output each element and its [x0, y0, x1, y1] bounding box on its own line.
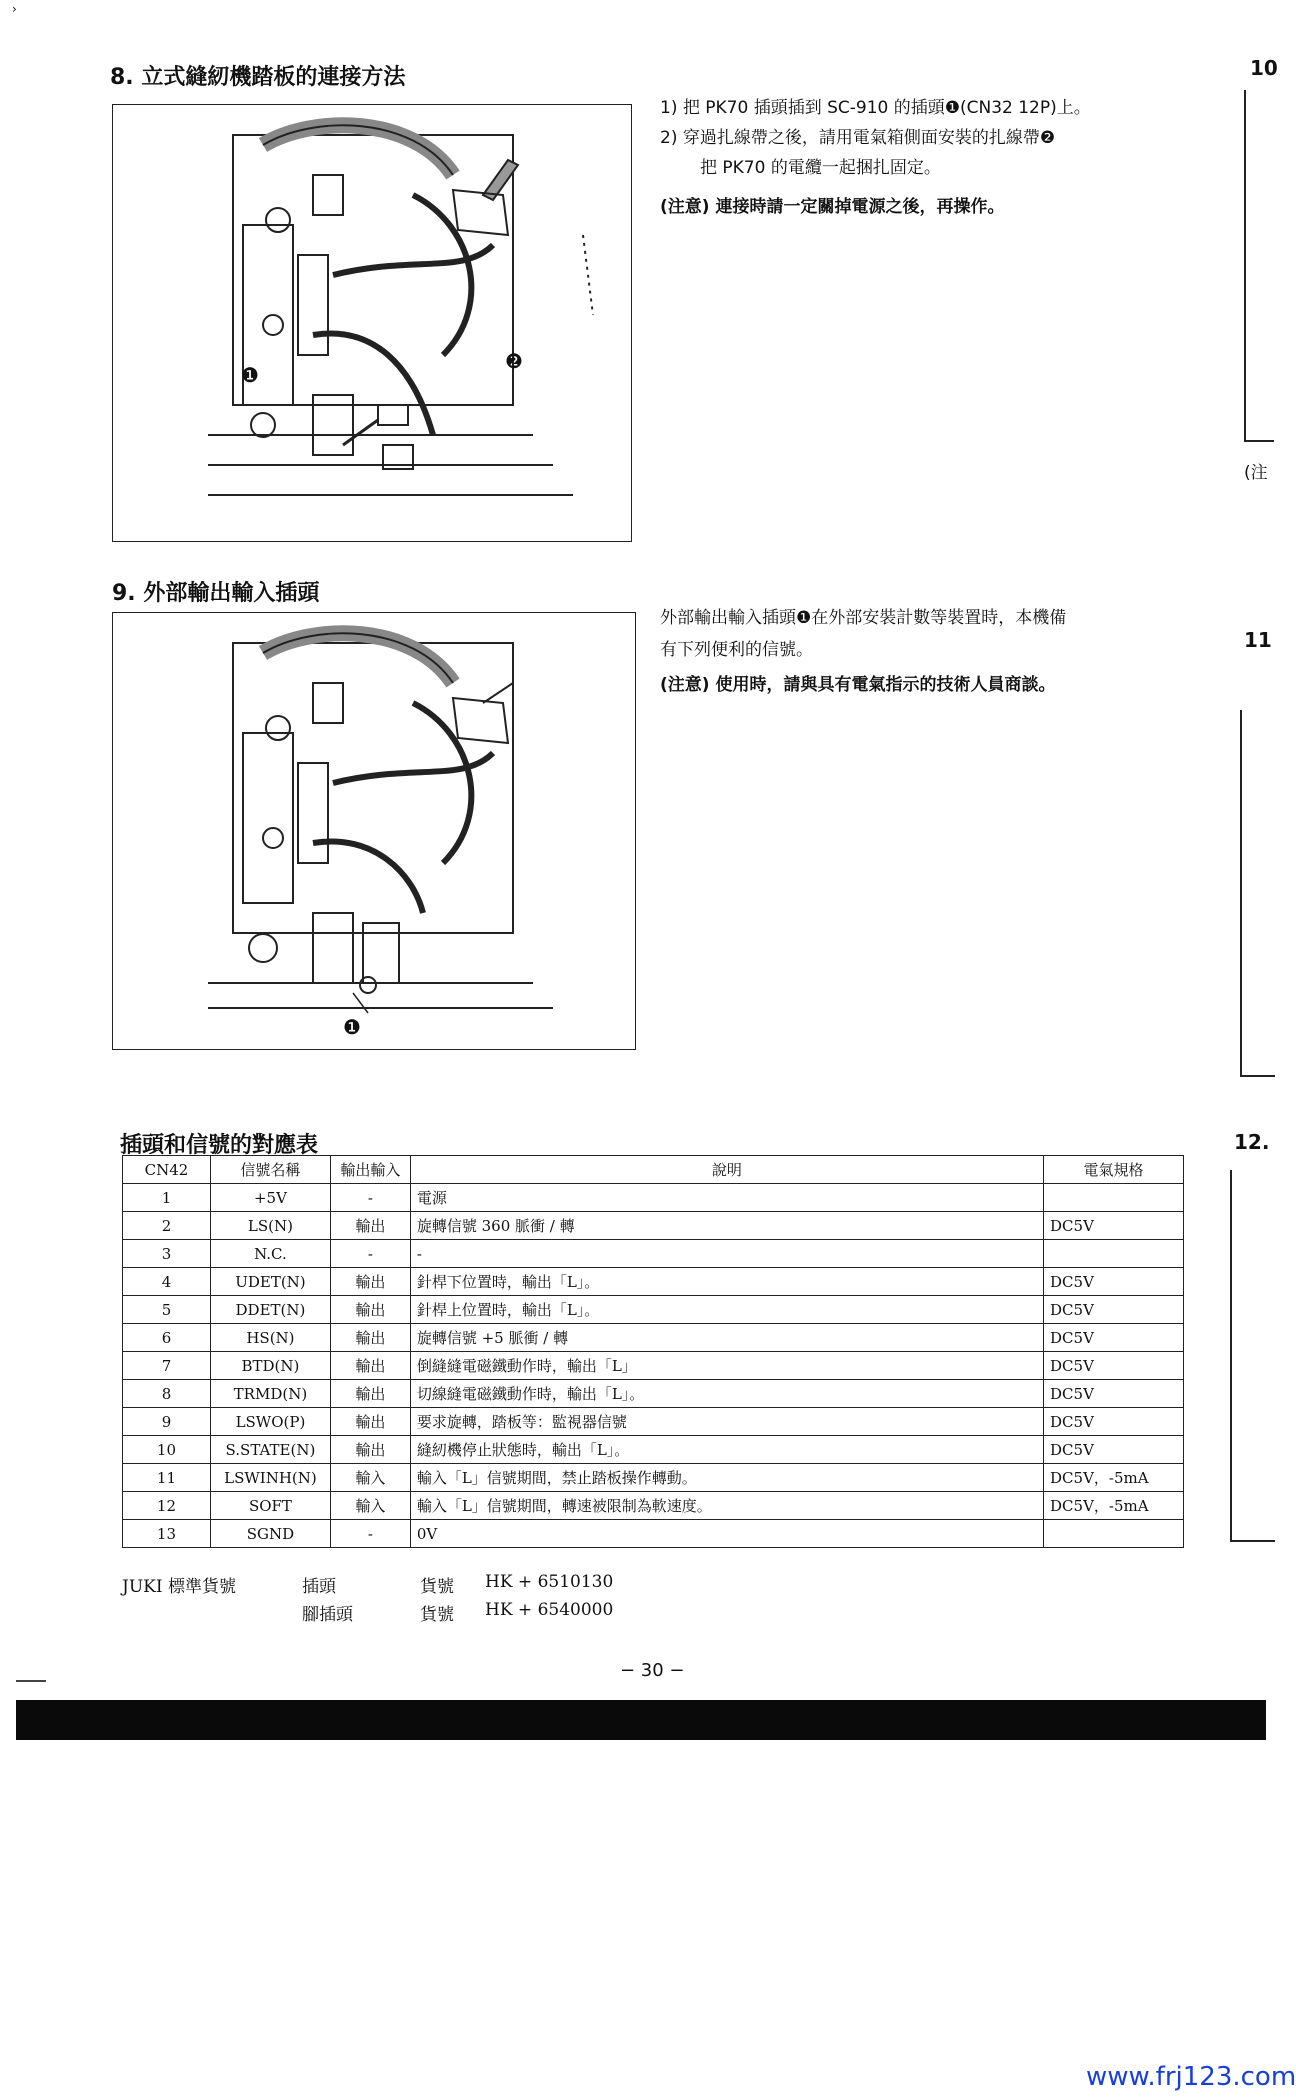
section-8-step-1: 1) 把 PK70 插頭插到 SC-910 的插頭❶(CN32 12P)上。 — [660, 98, 1091, 118]
cell-signal-name: S.STATE(N) — [210, 1436, 330, 1464]
header-electrical-spec: 電氣規格 — [1044, 1156, 1184, 1184]
cell-io: 輸入 — [330, 1464, 410, 1492]
right-fragment-line-1 — [1244, 90, 1246, 440]
header-signal-name: 信號名稱 — [210, 1156, 330, 1184]
cell-cn42: 2 — [123, 1212, 211, 1240]
cell-description: 針桿下位置時，輸出「L」。 — [410, 1268, 1043, 1296]
cell-electrical-spec: DC5V — [1044, 1408, 1184, 1436]
cell-signal-name: DDET(N) — [210, 1296, 330, 1324]
cell-signal-name: LSWO(P) — [210, 1408, 330, 1436]
callout-1: ❶ — [343, 1015, 361, 1039]
table-row — [123, 1324, 1184, 1352]
cell-cn42: 13 — [123, 1520, 211, 1548]
table-row — [123, 1408, 1184, 1436]
cell-cn42: 4 — [123, 1268, 211, 1296]
cell-electrical-spec: DC5V，-5mA — [1044, 1492, 1184, 1520]
cell-electrical-spec — [1044, 1240, 1184, 1268]
cell-io: - — [330, 1240, 410, 1268]
cell-io: 輸入 — [330, 1492, 410, 1520]
cell-electrical-spec: DC5V — [1044, 1436, 1184, 1464]
cell-electrical-spec: DC5V — [1044, 1212, 1184, 1240]
cell-description: 倒縫縫電磁鐵動作時，輸出「L」 — [410, 1352, 1043, 1380]
section-8-step-2-cont: 把 PK70 的電纜一起捆扎固定。 — [700, 158, 941, 178]
section-9-text-line-2: 有下列便利的信號。 — [660, 640, 813, 660]
cell-description: 要求旋轉，踏板等：監視器信號 — [410, 1408, 1043, 1436]
right-fragment-note: (注 — [1244, 463, 1268, 483]
cell-electrical-spec: DC5V — [1044, 1296, 1184, 1324]
juki-item-1-name: 插頭 — [302, 1577, 336, 1597]
juki-item-1-code: HK + 6510130 — [485, 1572, 614, 1592]
table-row — [123, 1520, 1184, 1548]
cell-cn42: 3 — [123, 1240, 211, 1268]
table-row — [123, 1380, 1184, 1408]
right-fragment-line-2b — [1240, 1075, 1275, 1077]
callout-2: ❷ — [505, 349, 523, 373]
figure-pedal-connection — [112, 104, 632, 542]
cell-signal-name: LS(N) — [210, 1212, 330, 1240]
right-fragment-11: 11 — [1244, 628, 1272, 652]
page-mark: › — [12, 2, 17, 16]
cell-description: 輸入「L」信號期間，禁止踏板操作轉動。 — [410, 1464, 1043, 1492]
right-fragment-line-3 — [1230, 1170, 1232, 1542]
header-description: 說明 — [410, 1156, 1043, 1184]
cell-cn42: 9 — [123, 1408, 211, 1436]
cell-io: 輸出 — [330, 1408, 410, 1436]
cell-io: 輸出 — [330, 1352, 410, 1380]
table-row — [123, 1436, 1184, 1464]
cell-cn42: 6 — [123, 1324, 211, 1352]
juki-item-1-code-label: 貨號 — [420, 1577, 454, 1597]
cell-signal-name: SOFT — [210, 1492, 330, 1520]
cell-description: 電源 — [410, 1184, 1043, 1212]
table-row — [123, 1268, 1184, 1296]
cell-cn42: 8 — [123, 1380, 211, 1408]
cell-cn42: 12 — [123, 1492, 211, 1520]
cell-description: 針桿上位置時，輸出「L」。 — [410, 1296, 1043, 1324]
juki-item-2-code-label: 貨號 — [420, 1605, 454, 1625]
section-9-title: 9. 外部輸出輸入插頭 — [112, 581, 320, 606]
cell-electrical-spec: DC5V — [1044, 1352, 1184, 1380]
table-row — [123, 1296, 1184, 1324]
cell-electrical-spec: DC5V — [1044, 1380, 1184, 1408]
cell-description: - — [410, 1240, 1043, 1268]
table-row — [123, 1240, 1184, 1268]
table-row — [123, 1212, 1184, 1240]
cell-io: 輸出 — [330, 1380, 410, 1408]
page-number: − 30 − — [620, 1660, 685, 1681]
cell-electrical-spec: DC5V — [1044, 1268, 1184, 1296]
scan-edge-line — [16, 1680, 46, 1682]
cell-description: 輸入「L」信號期間，轉速被限制為軟速度。 — [410, 1492, 1043, 1520]
cell-cn42: 11 — [123, 1464, 211, 1492]
header-cn42: CN42 — [123, 1156, 211, 1184]
table-title: 插頭和信號的對應表 — [120, 1133, 319, 1158]
cell-signal-name: HS(N) — [210, 1324, 330, 1352]
external-io-illustration — [113, 613, 635, 1049]
cell-description: 縫紉機停止狀態時，輸出「L」。 — [410, 1436, 1043, 1464]
section-8-step-2: 2) 穿過扎線帶之後，請用電氣箱側面安裝的扎線帶❷ — [660, 128, 1056, 148]
cell-io: 輸出 — [330, 1212, 410, 1240]
section-9-note: (注意) 使用時，請與具有電氣指示的技術人員商談。 — [660, 675, 1056, 695]
header-io: 輸出輸入 — [330, 1156, 410, 1184]
cell-io: 輸出 — [330, 1296, 410, 1324]
table-row — [123, 1492, 1184, 1520]
cell-description: 旋轉信號 360 脈衝 / 轉 — [410, 1212, 1043, 1240]
pedal-connection-illustration — [113, 105, 631, 541]
right-fragment-line-2 — [1240, 710, 1242, 1076]
callout-1: ❶ — [241, 363, 259, 387]
cell-io: 輸出 — [330, 1324, 410, 1352]
watermark-link[interactable]: www.frj123.com — [1086, 2062, 1296, 2092]
table-row — [123, 1464, 1184, 1492]
cell-electrical-spec: DC5V，-5mA — [1044, 1464, 1184, 1492]
signal-table — [122, 1155, 1184, 1548]
cell-description: 0V — [410, 1520, 1043, 1548]
section-8-title: 8. 立式縫紉機踏板的連接方法 — [110, 65, 406, 90]
cell-signal-name: SGND — [210, 1520, 330, 1548]
cell-io: 輸出 — [330, 1268, 410, 1296]
cell-electrical-spec: DC5V — [1044, 1324, 1184, 1352]
right-fragment-12: 12. — [1234, 1130, 1270, 1154]
cell-cn42: 10 — [123, 1436, 211, 1464]
scan-edge-bar — [16, 1700, 1266, 1740]
cell-cn42: 5 — [123, 1296, 211, 1324]
cell-signal-name: LSWINH(N) — [210, 1464, 330, 1492]
table-row — [123, 1352, 1184, 1380]
cell-signal-name: N.C. — [210, 1240, 330, 1268]
figure-external-io — [112, 612, 636, 1050]
section-8-note: (注意) 連接時請一定關掉電源之後，再操作。 — [660, 197, 1005, 217]
juki-item-2-code: HK + 6540000 — [485, 1600, 614, 1620]
table-header-row — [123, 1156, 1184, 1184]
cell-description: 切線縫電磁鐵動作時，輸出「L」。 — [410, 1380, 1043, 1408]
cell-signal-name: TRMD(N) — [210, 1380, 330, 1408]
cell-electrical-spec — [1044, 1184, 1184, 1212]
cell-electrical-spec — [1044, 1520, 1184, 1548]
cell-signal-name: UDET(N) — [210, 1268, 330, 1296]
cell-cn42: 7 — [123, 1352, 211, 1380]
right-fragment-line-1b — [1244, 440, 1274, 442]
table-row — [123, 1184, 1184, 1212]
cell-signal-name: +5V — [210, 1184, 330, 1212]
juki-label: JUKI 標準貨號 — [122, 1577, 236, 1597]
cell-description: 旋轉信號 +5 脈衝 / 轉 — [410, 1324, 1043, 1352]
cell-io: - — [330, 1520, 410, 1548]
juki-item-2-name: 腳插頭 — [302, 1605, 353, 1625]
cell-cn42: 1 — [123, 1184, 211, 1212]
cell-io: - — [330, 1184, 410, 1212]
cell-signal-name: BTD(N) — [210, 1352, 330, 1380]
right-fragment-line-3b — [1230, 1540, 1275, 1542]
right-fragment-10: 10 — [1250, 56, 1278, 80]
section-9-text-line-1: 外部輸出輸入插頭❶在外部安裝計數等裝置時，本機備 — [660, 608, 1067, 628]
cell-io: 輸出 — [330, 1436, 410, 1464]
